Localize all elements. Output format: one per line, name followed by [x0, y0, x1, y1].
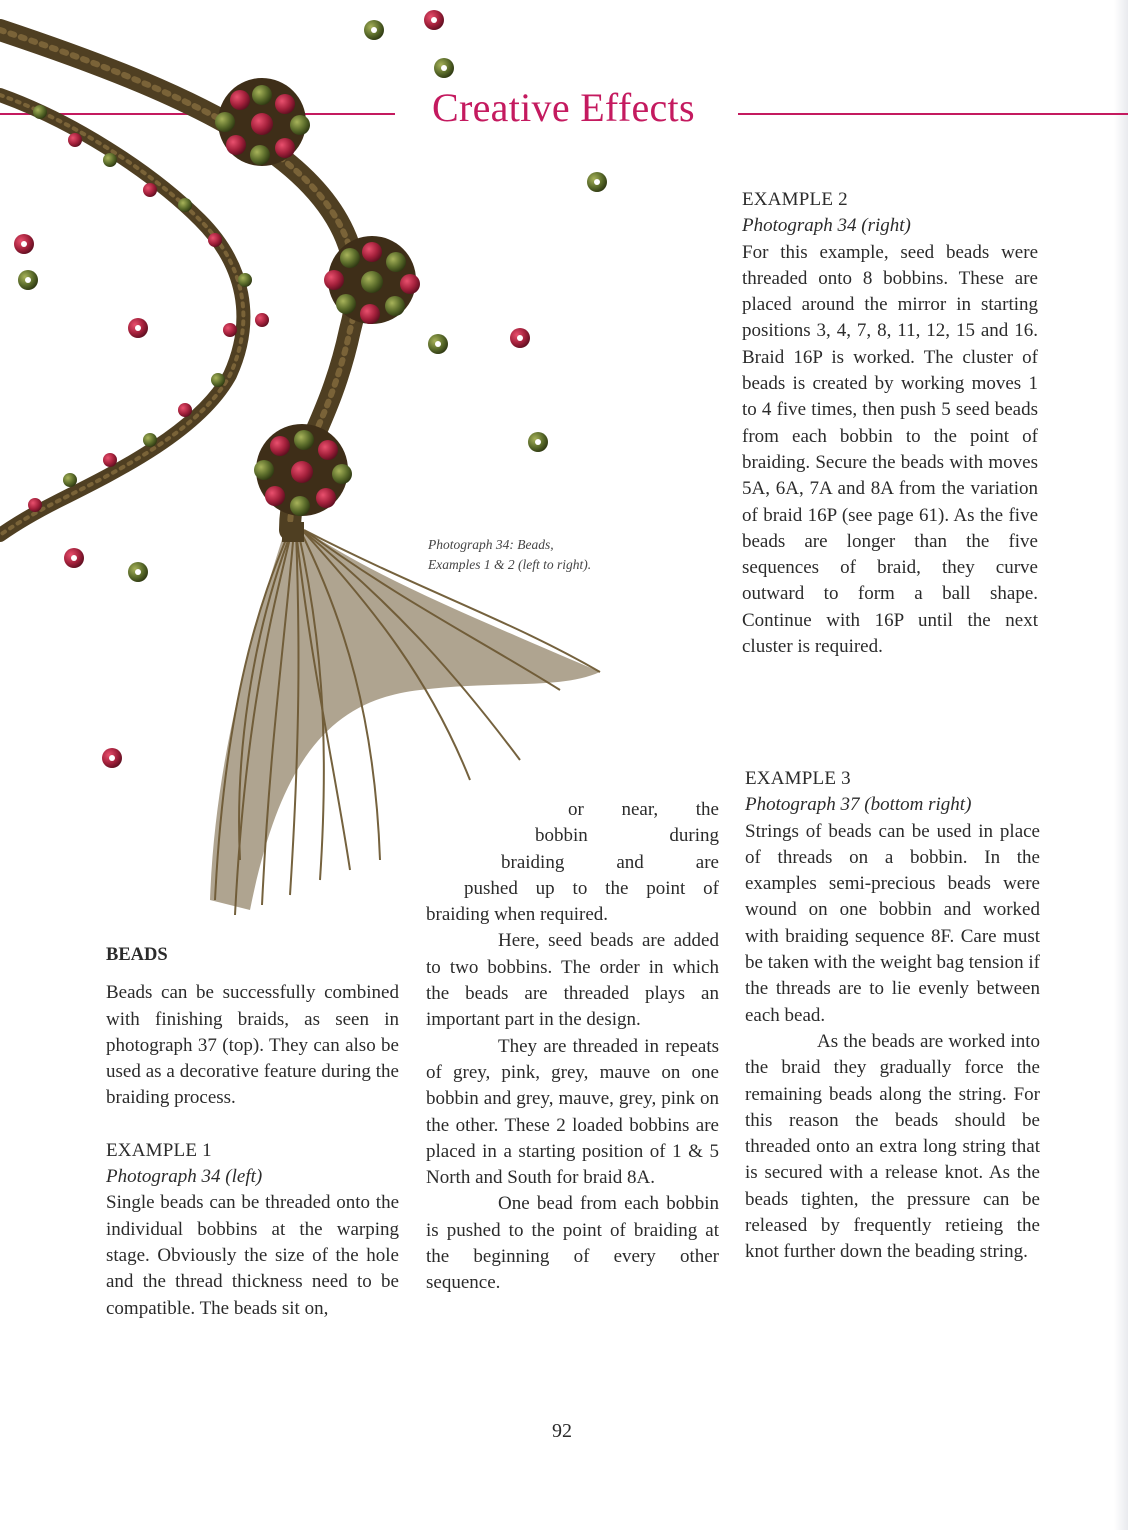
example-3-paragraph-2: As the beads are worked into the braid they gradually force the remaining beads along the string. For this reason the beads should be threaded onto an extra long string that is secured with a release knot. As the beads tighten, the pressure can be released by frequently retieing the knot further down the beading string. [745, 1030, 1040, 1263]
col2-paragraph-4: One bead from each bobbin is pushed to the point of braiding at the beginning of every other sequence. [426, 1193, 719, 1294]
photo-caption-line2: Examples 1 & 2 (left to right). [428, 557, 592, 572]
header-rule-right [738, 113, 1128, 115]
photograph-beaded-braids [0, 0, 720, 930]
column-2 [426, 797, 719, 1297]
col2-line-2: bobbin during [535, 825, 719, 847]
col2-paragraph-2: Here, seed beads are added to two bobbins. The order in which the beads are threaded plays an important part in the design. [426, 930, 719, 1031]
section-heading-beads: BEADS [106, 945, 168, 965]
page-title: Creative Effects [432, 85, 695, 130]
col2-line-1: or near, the [568, 799, 719, 820]
example-1-body: Single beads can be threaded onto the individual bobbins at the warping stage. Obviously the size of the hole and the thread thickness need to be compatible. The beads sit on, [106, 1192, 399, 1319]
photo-caption-line1: Photograph 34: Beads, [428, 537, 554, 552]
photo-caption [428, 535, 658, 575]
column-3-lower [745, 766, 1040, 1266]
bead-cluster-3 [254, 424, 352, 516]
column-3 [742, 187, 1038, 660]
example-3-photo-ref: Photograph 37 (bottom right) [745, 794, 972, 816]
column-1 [106, 942, 399, 1322]
col2-line-3: braiding and are [501, 851, 719, 873]
example-2-label: EXAMPLE 2 [742, 189, 848, 210]
bead-cluster-2 [324, 236, 420, 324]
example-3-label: EXAMPLE 3 [745, 768, 851, 789]
example-2-body: For this example, seed beads were threaded onto 8 bobbins. These are placed around the mirror in starting positions 3, 4, 7, 8, 11, 12, 15 and 16. Braid 16P is worked. The cluster of beads is created by working moves 1 to 4 five times, then push 5 seed beads from each bobbin to the point of braiding. Secure the beads with moves 5A, 6A, 7A and 8A from the variation of braid 16P (see page 61). As the five beads are longer than the five sequences of braid, they curve outward to form a ball shape. Continue with 16P until the next cluster is required. [742, 241, 1038, 658]
col2-line-4: pushed up to the point of [464, 877, 719, 899]
page-edge-shadow [1114, 0, 1128, 1530]
example-2-photo-ref: Photograph 34 (right) [742, 215, 911, 237]
page-number: 92 [552, 1420, 572, 1442]
col2-line-5: braiding when required. [426, 904, 609, 926]
beads-intro-paragraph: Beads can be successfully combined with finishing braids, as seen in photograph 37 (top). They can also be used as a decorative feature during the braiding process. [106, 982, 399, 1109]
bead-cluster-1 [215, 78, 310, 166]
example-1-label: EXAMPLE 1 [106, 1139, 212, 1161]
example-3-body: Strings of beads can be used in place of threads on a bobbin. In the examples semi-precious beads were wound on one bobbin and worked with braiding sequence 8F. Care must be taken with the weight bag tension if the threads are to lie evenly between each bead. [745, 820, 1040, 1026]
col2-paragraph-3: They are threaded in repeats of grey, pink, grey, mauve on one bobbin and grey, mauve, grey, pink on the other. These 2 loaded bobbins are placed in a starting position of 1 & 5 North and South for braid 8A. [426, 1035, 719, 1189]
example-1-photo-ref: Photograph 34 (left) [106, 1166, 263, 1188]
